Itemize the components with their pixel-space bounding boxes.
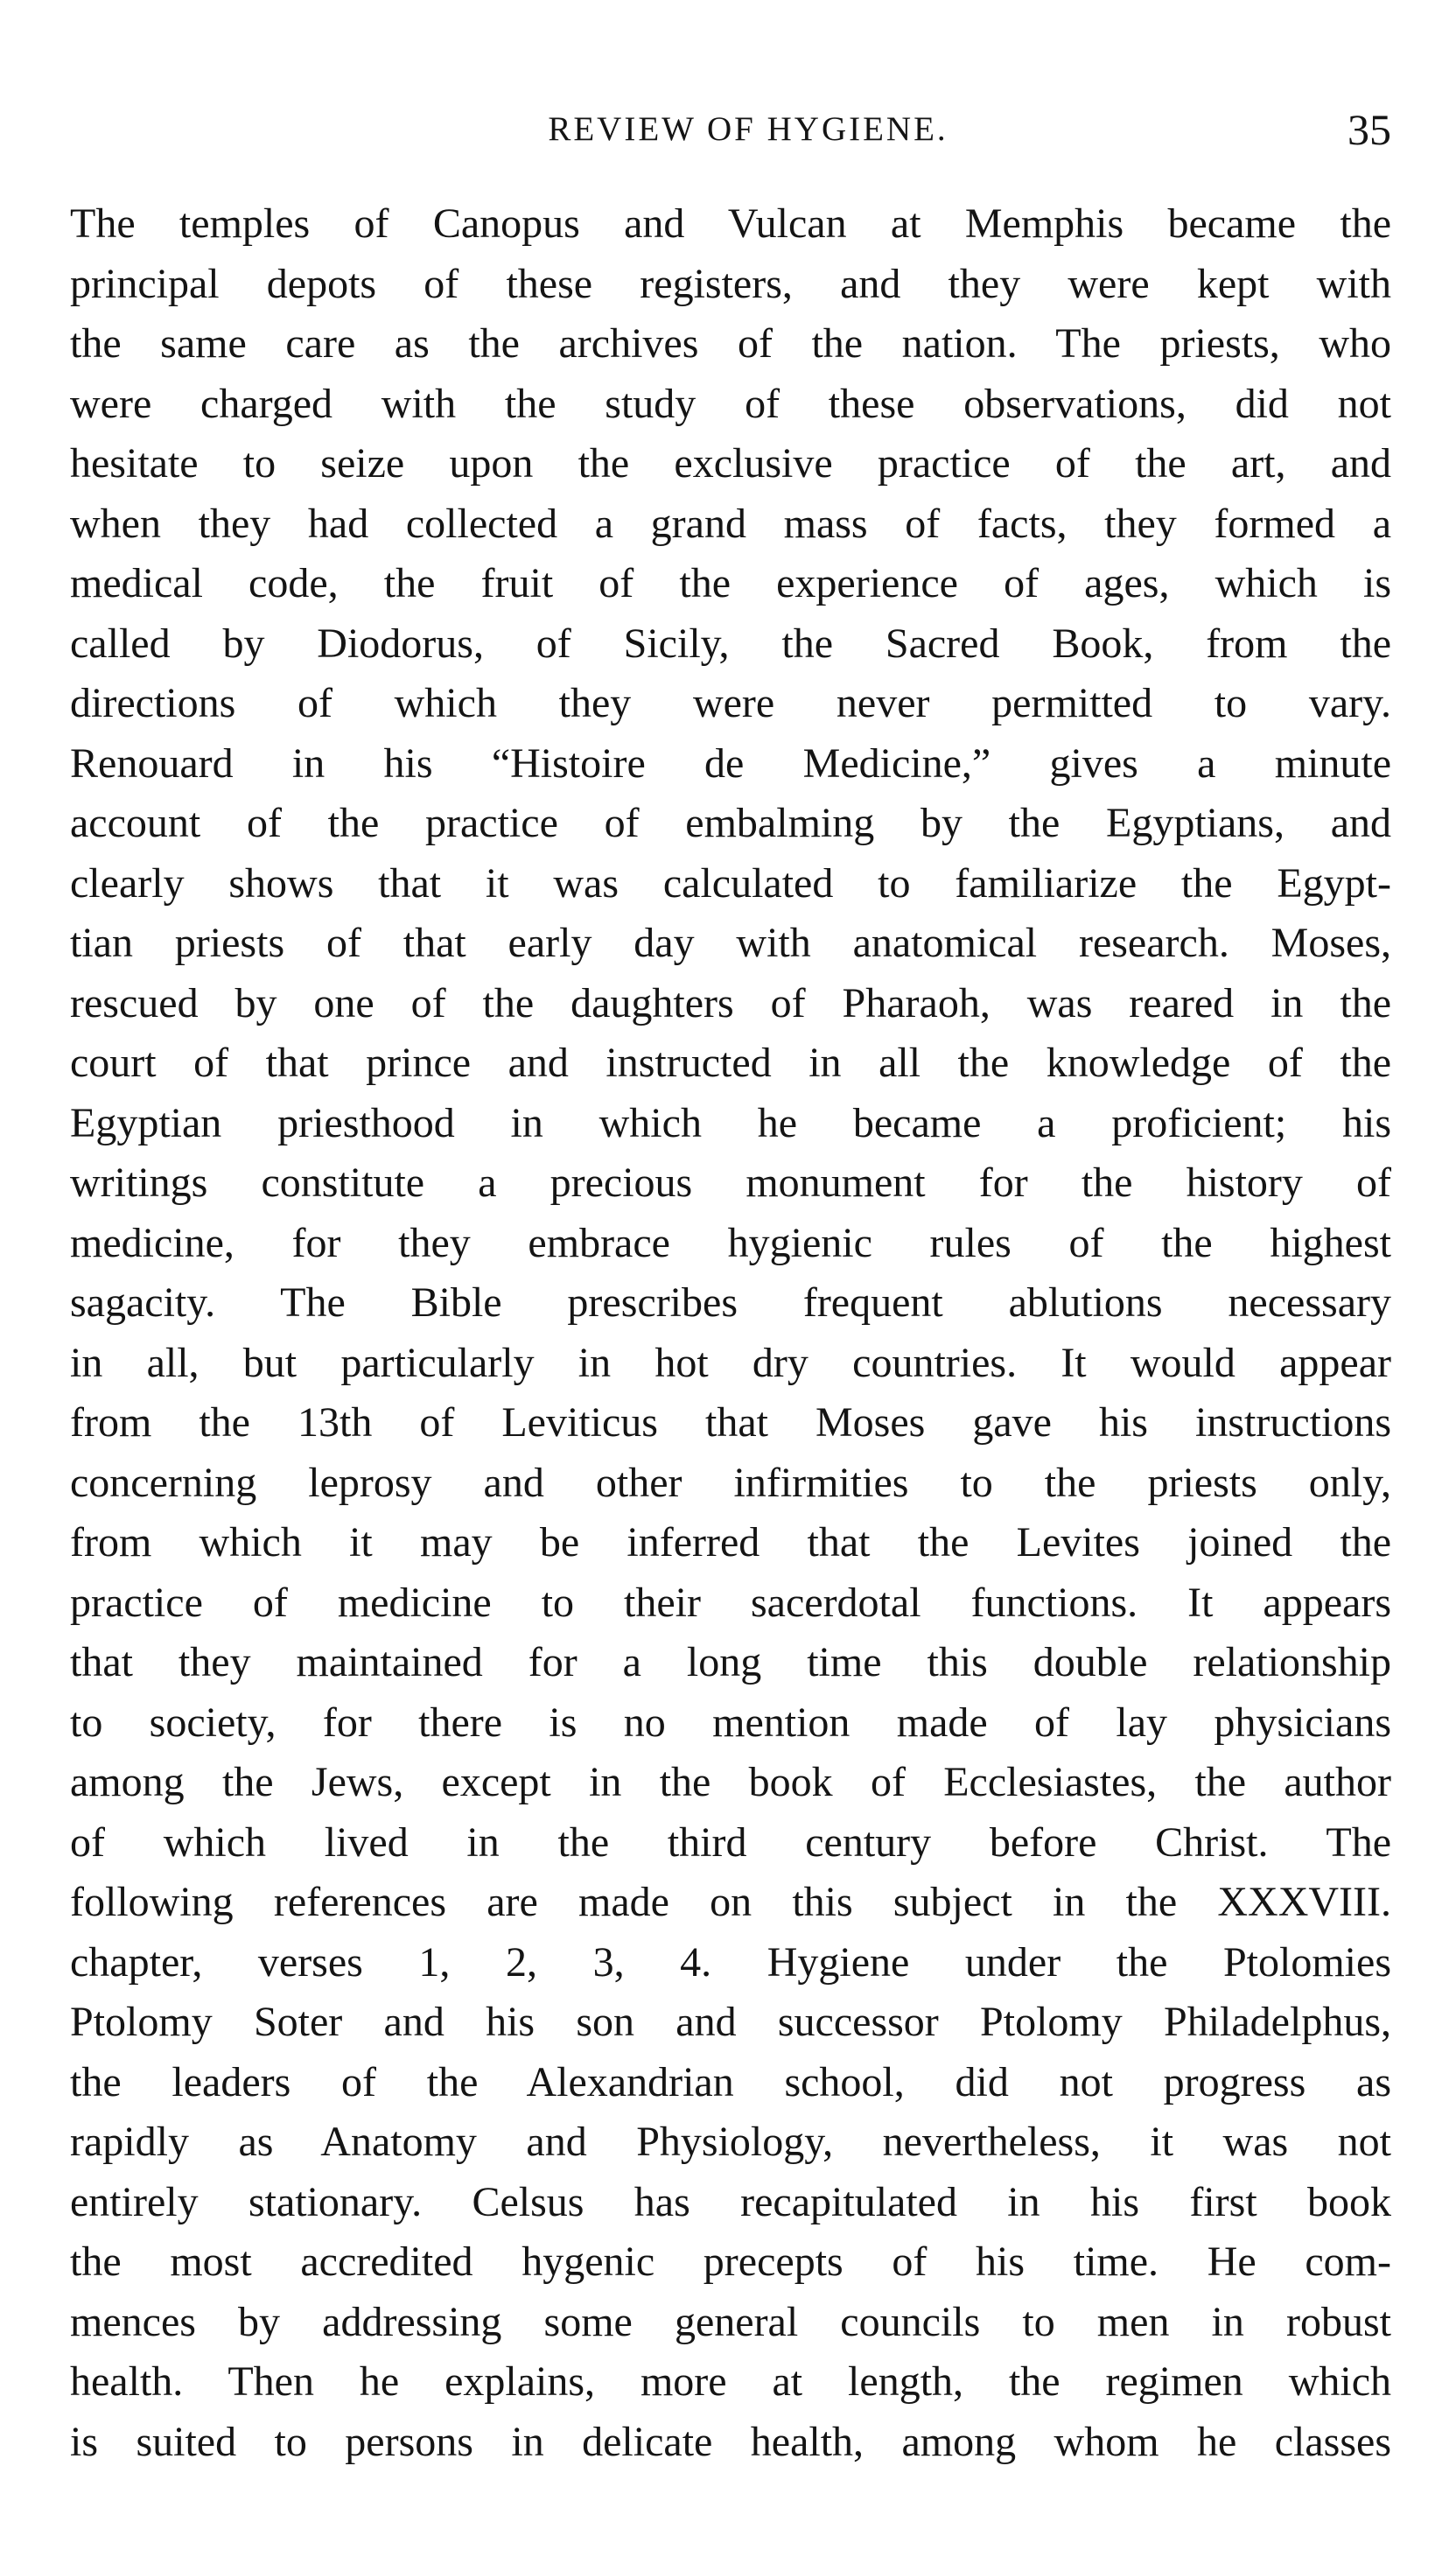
text-line: practice of medicine to their sacerdotal functions. It appears [70,1579,1391,1626]
text-line: were charged with the study of these observations, did not [70,380,1391,427]
text-line: The temples of Canopus and Vulcan at Memphis became the [70,200,1391,247]
text-line: chapter, verses 1, 2, 3, 4. Hygiene under the Ptolomies [70,1938,1391,1986]
text-line: directions of which they were never permitted to vary. [70,680,1391,726]
body-paragraph [70,194,1391,2472]
text-line: of which lived in the third century before Christ. The [70,1818,1391,1866]
text-line: mences by addressing some general councils to men in robust [70,2298,1391,2345]
text-line: clearly shows that it was calculated to familiarize the Egypt- [70,859,1391,907]
running-head [70,103,1391,156]
text-line: medical code, the fruit of the experience of ages, which is [70,560,1391,606]
text-line: tian priests of that early day with anatomical research. Moses, [70,920,1391,966]
text-line: Ptolomy Soter and his son and successor Ptolomy Philadelphus, [70,1999,1391,2045]
text-line: called by Diodorus, of Sicily, the Sacred Book, from the [70,620,1391,667]
text-line: Egyptian priesthood in which he became a proficient; his [70,1099,1391,1146]
page-number: 35 [1348,105,1391,154]
text-line: the leaders of the Alexandrian school, did not progress as [70,2058,1391,2105]
text-line: among the Jews, except in the book of Ecclesiastes, the author [70,1759,1391,1805]
text-line: when they had collected a grand mass of facts, they formed a [70,500,1391,547]
text-line: the most accredited hygenic precepts of his time. He com- [70,2238,1391,2285]
text-line: is suited to persons in delicate health, among whom he classes [70,2418,1391,2465]
text-line: medicine, for they embrace hygienic rules of the highest [70,1219,1391,1266]
text-line: principal depots of these registers, and they were kept with [70,260,1391,307]
text-line: court of that prince and instructed in all the knowledge of the [70,1040,1391,1086]
text-line: sagacity. The Bible prescribes frequent ablutions necessary [70,1279,1391,1326]
text-line: rapidly as Anatomy and Physiology, nevertheless, it was not [70,2119,1391,2165]
text-line: from which it may be inferred that the Levites joined the [70,1519,1391,1566]
running-title: REVIEW OF HYGIENE. [548,110,948,148]
text-line: that they maintained for a long time this double relationship [70,1639,1391,1685]
text-line: entirely stationary. Celsus has recapitulated in his first book [70,2178,1391,2225]
text-line: from the 13th of Leviticus that Moses gave his instructions [70,1399,1391,1446]
text-line: writings constitute a precious monument for the history of [70,1159,1391,1206]
text-line: hesitate to seize upon the exclusive practice of the art, and [70,440,1391,487]
text-line: to society, for there is no mention made of lay physicians [70,1699,1391,1746]
text-line: account of the practice of embalming by the Egyptians, and [70,800,1391,846]
text-line: rescued by one of the daughters of Pharaoh, was reared in the [70,979,1391,1026]
text-line: health. Then he explains, more at length, the regimen which [70,2358,1391,2405]
text-line: Renouard in his “Histoire de Medicine,” gives a minute [70,739,1391,787]
text-line: following references are made on this subject in the XXXVIII. [70,1879,1391,1925]
text-line: the same care as the archives of the nation. The priests, who [70,320,1391,367]
text-line: in all, but particularly in hot dry countries. It would appear [70,1339,1391,1386]
text-line: concerning leprosy and other infirmities to the priests only, [70,1459,1391,1506]
